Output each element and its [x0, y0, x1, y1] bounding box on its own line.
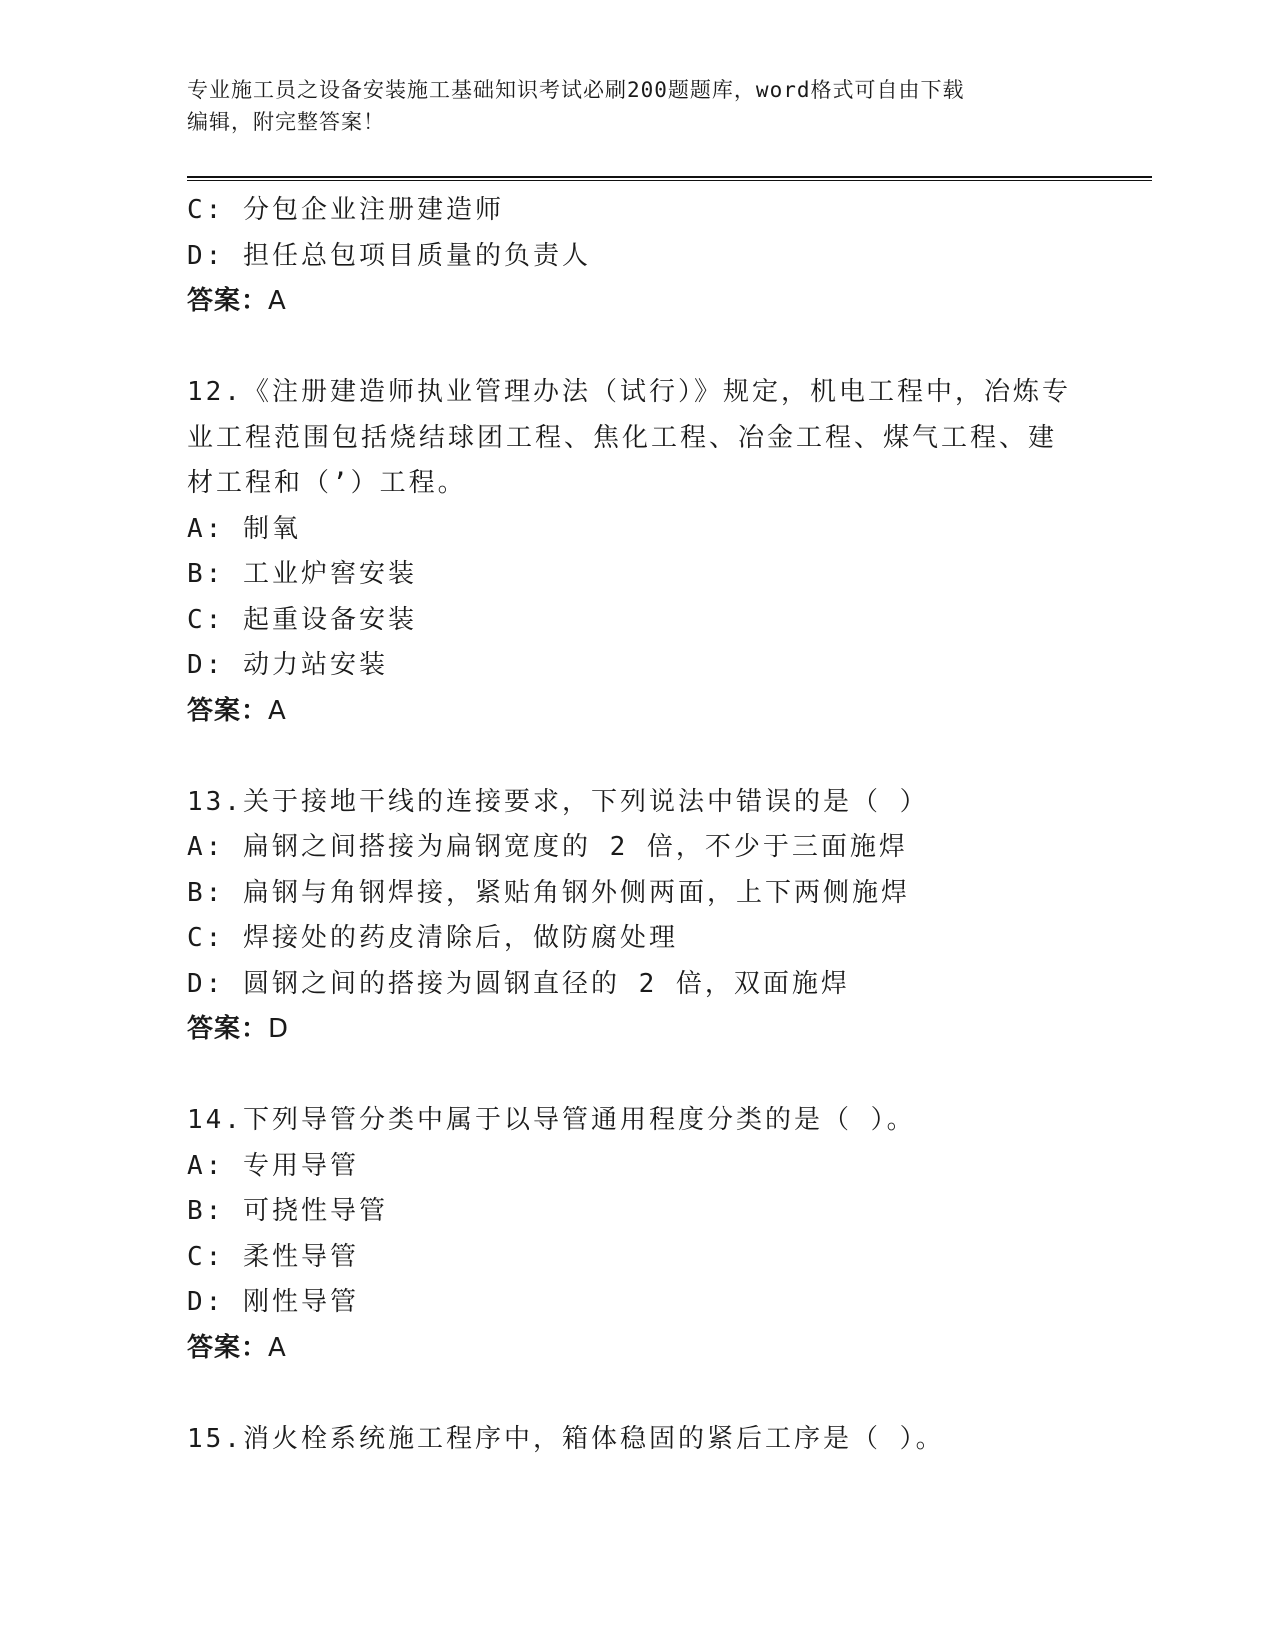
answer	[187, 279, 1087, 325]
answer-label: 答案：	[187, 695, 269, 726]
question-14	[187, 1098, 1087, 1371]
answer	[187, 689, 1087, 735]
answer-value: D	[268, 1014, 289, 1044]
answer-value: A	[268, 1332, 286, 1363]
question-stem: 业工程范围包括烧结球团工程、焦化工程、冶金工程、煤气工程、建	[187, 422, 1058, 453]
question-12	[187, 370, 1087, 734]
spacer	[187, 325, 1087, 371]
option-a: A: 扁钢之间搭接为扁钢宽度的 2 倍，不少于三面施焊	[187, 832, 908, 862]
option-c: C: 起重设备安装	[187, 604, 417, 635]
option-b: B: 扁钢与角钢焊接，紧贴角钢外侧两面，上下两侧施焊	[187, 877, 910, 908]
option-b: B: 可挠性导管	[187, 1196, 388, 1226]
document-header	[187, 74, 1087, 138]
question-stem: 材工程和（’）工程。	[187, 468, 467, 498]
option-c: C: 柔性导管	[187, 1241, 359, 1272]
question-stem: 15.消火栓系统施工程序中，箱体稳固的紧后工序是（ ）。	[187, 1423, 945, 1454]
spacer	[187, 1053, 1087, 1099]
question-stem: 13.关于接地干线的连接要求，下列说法中错误的是（ ）	[187, 786, 929, 817]
option-c: C: 焊接处的药皮清除后，做防腐处理	[187, 923, 678, 953]
option-d: D: 动力站安装	[187, 650, 388, 680]
answer	[187, 1007, 1087, 1053]
question-15	[187, 1417, 1087, 1463]
answer-value: A	[268, 695, 286, 726]
question-stem: 12.《注册建造师执业管理办法（试行）》规定，机电工程中，冶炼专	[187, 377, 1071, 407]
question-list	[187, 188, 1087, 1462]
header-title-line-1: 专业施工员之设备安装施工基础知识考试必刷200题题库，word格式可自由下载	[187, 78, 965, 102]
answer-label: 答案：	[187, 1332, 269, 1363]
option-a: A: 制氧	[187, 513, 301, 544]
answer	[187, 1326, 1087, 1372]
option-a: A: 专用导管	[187, 1150, 359, 1181]
question-11	[187, 188, 1087, 325]
question-13	[187, 780, 1087, 1053]
header-divider	[187, 176, 1152, 181]
spacer	[187, 1371, 1087, 1417]
option-b: B: 工业炉窖安装	[187, 559, 417, 589]
option-d: D: 担任总包项目质量的负责人	[187, 240, 591, 271]
answer-label: 答案：	[187, 286, 269, 316]
option-c: C: 分包企业注册建造师	[187, 195, 504, 225]
spacer	[187, 734, 1087, 780]
header-title-line-2: 编辑，附完整答案！	[187, 110, 385, 134]
question-stem: 14.下列导管分类中属于以导管通用程度分类的是（ ）。	[187, 1105, 916, 1135]
answer-label: 答案：	[187, 1014, 269, 1044]
answer-value: A	[268, 286, 286, 316]
option-d: D: 刚性导管	[187, 1287, 359, 1317]
option-d: D: 圆钢之间的搭接为圆钢直径的 2 倍，双面施焊	[187, 968, 850, 999]
